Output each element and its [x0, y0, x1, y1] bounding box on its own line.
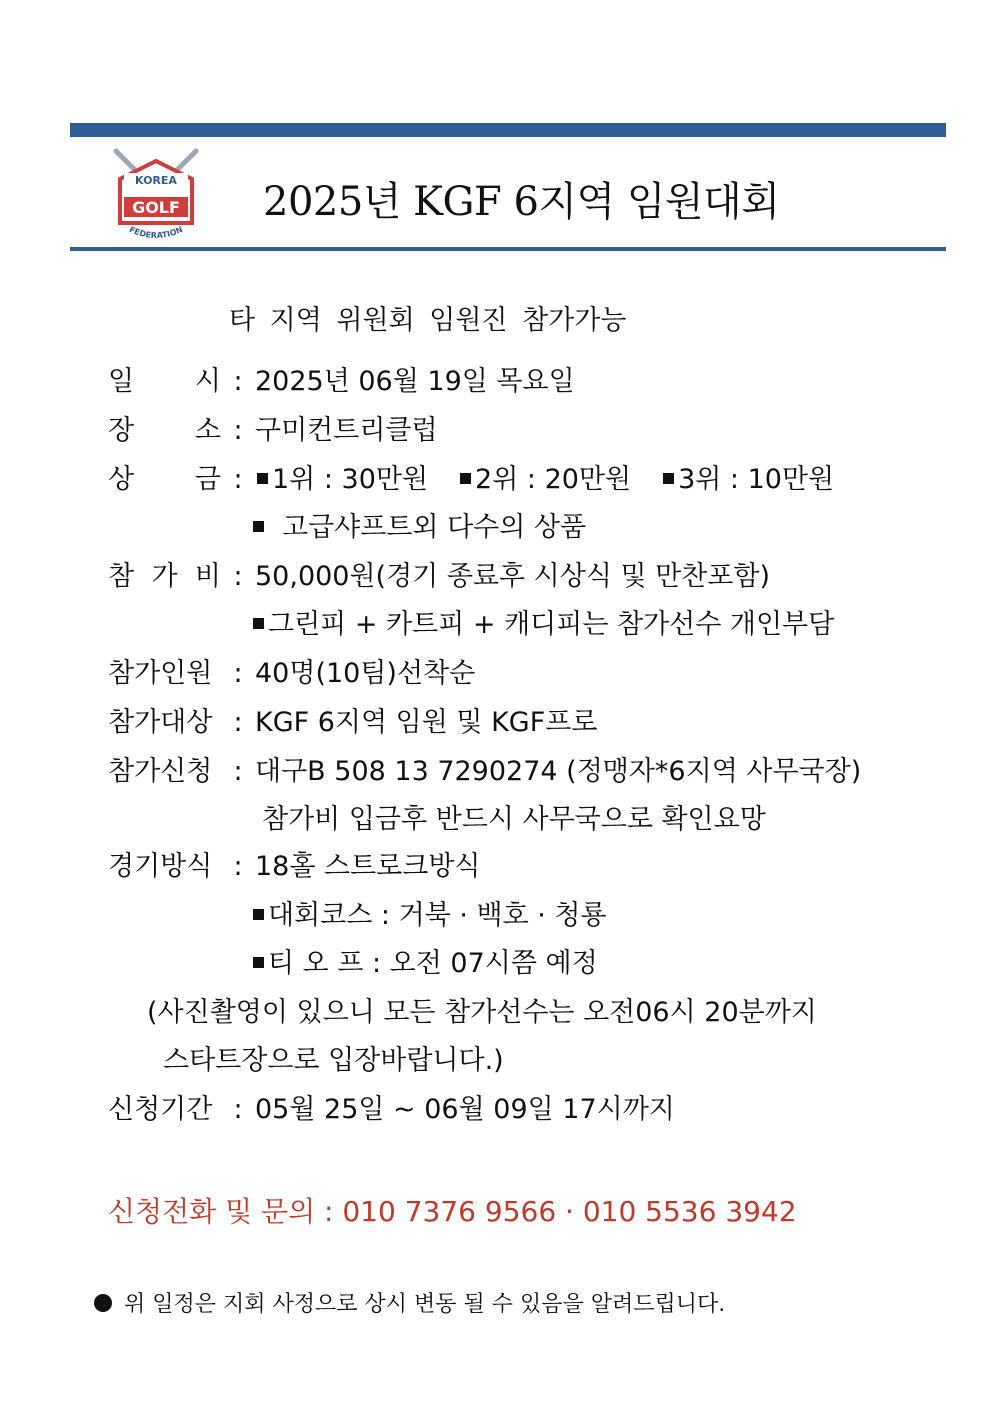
notice-text: 위 일정은 지회 사정으로 상시 변동 될 수 있음을 알려드립니다. — [124, 1292, 726, 1317]
headcount-label: 참가인원 — [108, 658, 213, 689]
prize-extra-row — [251, 511, 586, 545]
bullet-square-icon — [253, 957, 264, 968]
format-row — [108, 850, 481, 884]
photo-note-line1: (사진촬영이 있으니 모든 참가선수는 오전06시 20분까지 — [147, 997, 817, 1028]
svg-text:FEDERATION: FEDERATION — [127, 224, 185, 241]
eligibility-label: 참가대상 — [108, 707, 213, 738]
application-label: 참가신청 — [108, 756, 213, 787]
headcount-value: 40명(10팀)선착순 — [255, 658, 476, 689]
bullet-square-icon — [253, 521, 264, 532]
colon: : — [233, 464, 243, 495]
svg-text:GOLF: GOLF — [132, 198, 180, 217]
format-value: 18홀 스트로크방식 — [255, 851, 481, 882]
header-bottom-rule — [70, 247, 946, 251]
bullet-square-icon — [253, 909, 264, 920]
headcount-row — [108, 657, 475, 691]
bullet-square-icon — [460, 473, 471, 484]
date-row — [108, 365, 575, 399]
course-row — [251, 899, 607, 933]
prize-row — [108, 463, 834, 497]
period-row — [108, 1093, 675, 1127]
application-row — [108, 755, 861, 789]
application-value: 대구B 508 13 7290274 (정맹자*6지역 사무국장) — [255, 756, 862, 787]
prize-first: 1위 : 30만원 — [272, 464, 429, 495]
bullet-square-icon — [257, 473, 268, 484]
photo-note-line2: 스타트장으로 입장바랍니다.) — [163, 1045, 504, 1076]
colon: : — [233, 415, 243, 446]
prize-second: 2위 : 20만원 — [475, 464, 632, 495]
prize-extra: 고급샤프트외 다수의 상품 — [282, 512, 587, 543]
format-label: 경기방식 — [108, 851, 213, 882]
period-value: 05월 25일 ~ 06월 09일 17시까지 — [255, 1094, 675, 1125]
colon: : — [233, 658, 243, 689]
contact-info: 신청전화 및 문의 : 010 7376 9566 · 010 5536 3942 — [108, 1195, 797, 1228]
bullet-square-icon — [253, 618, 264, 629]
application-note: 참가비 입금후 반드시 사무국으로 확인요망 — [262, 804, 766, 835]
colon: : — [233, 756, 243, 787]
venue-label: 장 소 — [108, 415, 221, 446]
teeoff-row — [251, 947, 598, 981]
fee-value: 50,000원(경기 종료후 시상식 및 만찬포함) — [255, 561, 771, 592]
prize-label: 상 금 — [108, 464, 221, 495]
teeoff-value: 티 오 프 : 오전 07시쯤 예정 — [268, 948, 598, 979]
colon: : — [233, 561, 243, 592]
period-label: 신청기간 — [108, 1094, 213, 1125]
bullet-square-icon — [663, 473, 674, 484]
notice-row — [94, 1287, 725, 1318]
colon: : — [233, 707, 243, 738]
venue-value: 구미컨트리클럽 — [255, 415, 438, 446]
svg-text:KOREA: KOREA — [135, 174, 177, 187]
page-title: 2025년 KGF 6지역 임원대회 — [263, 179, 780, 225]
eligibility-row — [108, 706, 597, 740]
colon: : — [233, 1094, 243, 1125]
course-value: 대회코스 : 거북 · 백호 · 청룡 — [268, 900, 607, 931]
date-label: 일 시 — [108, 366, 221, 397]
subtitle: 타 지역 위원회 임원진 참가가능 — [229, 305, 627, 336]
bullet-circle-icon — [94, 1294, 112, 1312]
eligibility-value: KGF 6지역 임원 및 KGF프로 — [255, 707, 598, 738]
fee-note: 그린피 + 카트피 + 캐디피는 참가선수 개인부담 — [268, 609, 835, 640]
header-top-bar — [70, 123, 946, 137]
date-value: 2025년 06월 19일 목요일 — [255, 366, 575, 397]
fee-row — [108, 560, 770, 594]
colon: : — [233, 366, 243, 397]
fee-label: 참 가 비 — [108, 561, 221, 592]
fee-note-row — [251, 608, 834, 642]
colon: : — [233, 851, 243, 882]
venue-row — [108, 414, 438, 448]
kgf-logo — [108, 143, 204, 247]
prize-third: 3위 : 10만원 — [678, 464, 835, 495]
